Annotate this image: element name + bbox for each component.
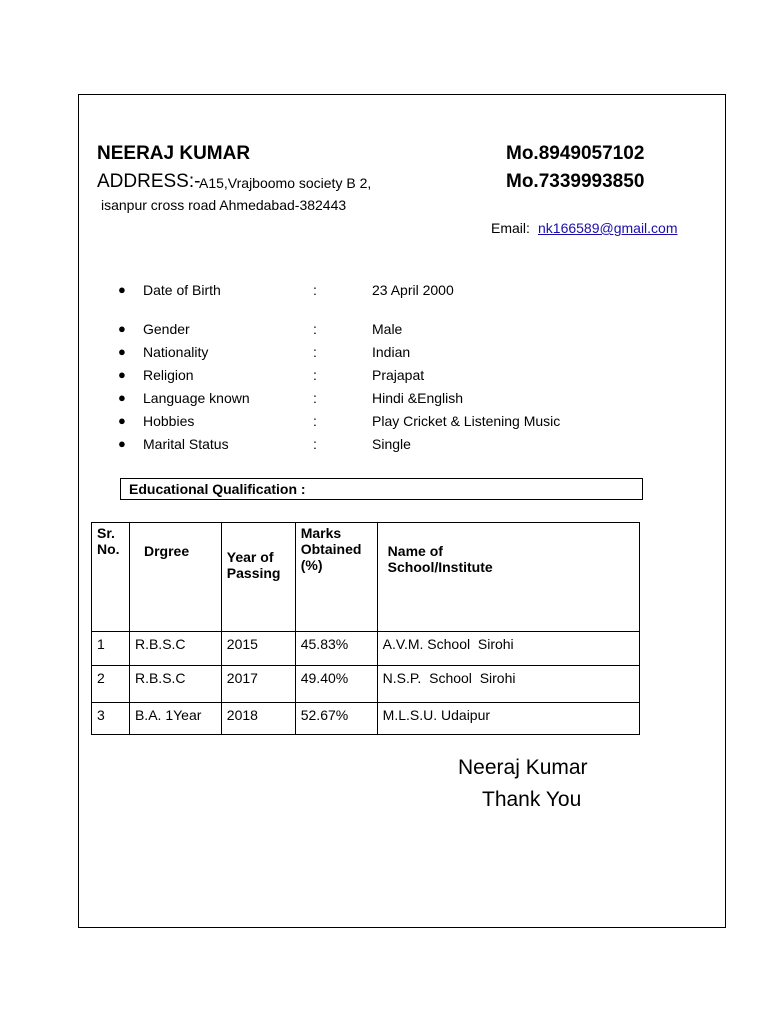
closing-text: Thank You (482, 788, 582, 811)
info-colon: : (313, 390, 317, 406)
column-header-sr-no: Sr. No. (92, 523, 130, 632)
bullet-icon: ● (118, 344, 126, 359)
column-header-marks: Marks Obtained (%) (295, 523, 377, 632)
email-link[interactable]: nk166589@gmail.com (538, 220, 678, 236)
info-value: Hindi &English (372, 390, 464, 406)
info-colon: : (313, 436, 317, 452)
info-value: Male (372, 321, 403, 337)
table-cell: M.L.S.U. Udaipur (377, 703, 639, 735)
info-colon: : (313, 413, 317, 429)
info-label: Hobbies (143, 413, 195, 429)
table-cell: 45.83% (295, 632, 377, 666)
table-cell: R.B.S.C (129, 632, 221, 666)
column-header-institute: Name of School/Institute (377, 523, 639, 632)
bullet-icon: ● (118, 282, 126, 297)
bullet-icon: ● (118, 436, 126, 451)
table-cell: 2 (92, 666, 130, 703)
info-value: Single (372, 436, 411, 452)
bullet-icon: ● (118, 321, 126, 336)
address-line-2: isanpur cross road Ahmedabad-382443 (101, 197, 347, 213)
education-table (91, 522, 640, 735)
table-cell: 2017 (221, 666, 295, 703)
table-cell: 2015 (221, 632, 295, 666)
info-label: Marital Status (143, 436, 229, 452)
bullet-icon: ● (118, 390, 126, 405)
address-line-1: A15,Vrajboomo society B 2, (199, 175, 372, 191)
candidate-name: NEERAJ KUMAR (97, 143, 251, 164)
info-value: Play Cricket & Listening Music (372, 413, 561, 429)
table-cell: 3 (92, 703, 130, 735)
bullet-icon: ● (118, 413, 126, 428)
table-cell: 1 (92, 632, 130, 666)
bullet-icon: ● (118, 367, 126, 382)
info-label: Date of Birth (143, 282, 221, 298)
signature-name: Neeraj Kumar (458, 756, 588, 779)
info-label: Gender (143, 321, 190, 337)
table-cell: A.V.M. School Sirohi (377, 632, 639, 666)
info-label: Nationality (143, 344, 209, 360)
table-cell: B.A. 1Year (129, 703, 221, 735)
column-header-degree: Drgree (129, 523, 221, 632)
email-label: Email: (491, 220, 530, 236)
education-section-title: Educational Qualification : (129, 481, 306, 497)
info-label: Religion (143, 367, 194, 383)
address-label: ADDRESS:- (97, 171, 201, 192)
info-colon: : (313, 344, 317, 360)
info-colon: : (313, 282, 317, 298)
table-header-row (92, 523, 640, 632)
table-cell: N.S.P. School Sirohi (377, 666, 639, 703)
info-label: Language known (143, 390, 250, 406)
table-row (92, 632, 640, 666)
info-value: 23 April 2000 (372, 282, 454, 298)
table-row (92, 666, 640, 703)
table-cell: 2018 (221, 703, 295, 735)
info-value: Prajapat (372, 367, 425, 383)
table-row (92, 703, 640, 735)
column-header-year: Year of Passing (221, 523, 295, 632)
mobile-number-2: Mo.7339993850 (506, 171, 645, 192)
education-section-header (120, 478, 643, 500)
info-colon: : (313, 367, 317, 383)
table-cell: R.B.S.C (129, 666, 221, 703)
info-value: Indian (372, 344, 411, 360)
table-cell: 49.40% (295, 666, 377, 703)
table-cell: 52.67% (295, 703, 377, 735)
info-colon: : (313, 321, 317, 337)
mobile-number-1: Mo.8949057102 (506, 143, 645, 164)
